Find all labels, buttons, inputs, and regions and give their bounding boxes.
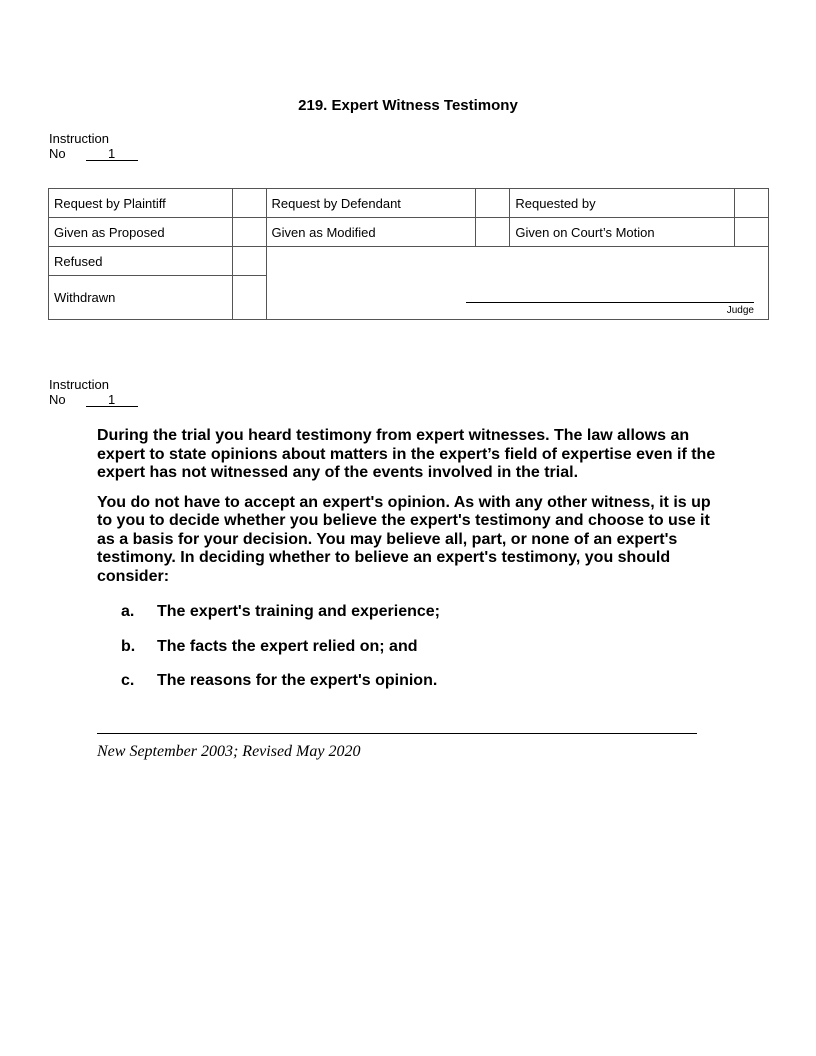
request-by-defendant-label: Request by Defendant xyxy=(266,189,476,218)
list-letter: c. xyxy=(121,672,135,689)
no-label: No xyxy=(49,391,66,407)
given-as-modified-checkbox[interactable] xyxy=(476,218,510,247)
judge-label: Judge xyxy=(726,305,754,316)
given-on-courts-motion-label: Given on Court’s Motion xyxy=(510,218,735,247)
divider xyxy=(97,733,697,734)
list-item xyxy=(121,603,727,622)
withdrawn-label: Withdrawn xyxy=(49,276,233,320)
given-as-proposed-checkbox[interactable] xyxy=(232,218,266,247)
list-text: The reasons for the expert's opinion. xyxy=(157,672,438,689)
instruction-label: Instruction xyxy=(49,377,109,392)
instruction-number: 1 xyxy=(86,393,138,407)
instruction-number-block-2 xyxy=(49,378,138,407)
page-title: 219. Expert Witness Testimony xyxy=(298,97,518,114)
revision-note: New September 2003; Revised May 2020 xyxy=(97,743,361,760)
withdrawn-checkbox[interactable] xyxy=(232,276,266,320)
list-text: The expert's training and experience; xyxy=(157,603,440,620)
requested-by-checkbox[interactable] xyxy=(735,189,769,218)
list-letter: b. xyxy=(121,637,136,655)
judge-signature-area xyxy=(266,247,768,320)
instruction-body xyxy=(97,427,727,707)
request-by-plaintiff-checkbox[interactable] xyxy=(232,189,266,218)
no-label: No xyxy=(49,145,66,161)
paragraph-1: During the trial you heard testimony from expert witnesses. The law allows an expert to state opinions about matters in the expert’s field of expertise even if the expert has not witnessed any of the events involved in the trial. xyxy=(97,427,716,481)
instruction-number-block xyxy=(49,132,138,161)
refused-label: Refused xyxy=(49,247,233,276)
request-by-defendant-checkbox[interactable] xyxy=(476,189,510,218)
given-as-proposed-label: Given as Proposed xyxy=(49,218,233,247)
judge-signature-line[interactable] xyxy=(466,302,754,303)
instruction-label: Instruction xyxy=(49,131,109,146)
given-on-courts-motion-checkbox[interactable] xyxy=(735,218,769,247)
list-text: The facts the expert relied on; and xyxy=(157,637,418,655)
request-by-plaintiff-label: Request by Plaintiff xyxy=(49,189,233,218)
list-item xyxy=(121,638,727,657)
requested-by-label: Requested by xyxy=(510,189,735,218)
paragraph-2: You do not have to accept an expert's opinion. As with any other witness, it is up to you to decide whether you believe the expert's testimony and choose to use it as a basis for your decision. You may believe all, part, or none of an expert's testimony. In deciding whether to believe an expert's testimony, you should consider: xyxy=(97,493,711,585)
list-letter: a. xyxy=(121,603,135,620)
list-item xyxy=(121,672,727,691)
request-status-table xyxy=(48,188,769,320)
instruction-number: 1 xyxy=(86,147,138,161)
given-as-modified-label: Given as Modified xyxy=(266,218,476,247)
refused-checkbox[interactable] xyxy=(232,247,266,276)
